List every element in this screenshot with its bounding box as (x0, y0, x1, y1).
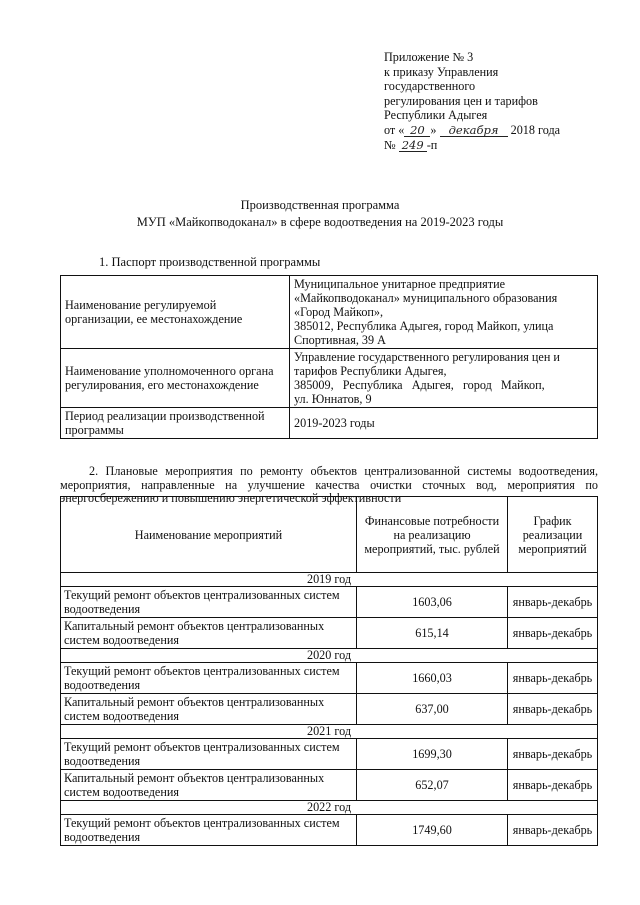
header-name: Наименование мероприятий (61, 497, 357, 573)
paragraph-2-text: 2. Плановые мероприятия по ремонту объектов централизованной системы водоотведения, мероприятия, направленные на улучшение качества очистки сточных вод, мероприятия по энергосбережению и повышению энергетической эффективности (60, 464, 598, 505)
measure-amount: 652,07 (357, 770, 508, 801)
measure-schedule: январь-декабрь (508, 587, 598, 618)
appendix-date (384, 123, 624, 138)
appendix-line: регулирования цен и тарифов (384, 93, 538, 108)
measures-table (60, 496, 598, 846)
passport-value-line: 385012, Республика Адыгея, город Майкоп, улица (294, 319, 554, 333)
passport-value (290, 276, 598, 349)
passport-row (61, 276, 598, 349)
header-schedule: График реализации мероприятий (508, 497, 598, 573)
table-row (61, 618, 598, 649)
year-label: 2020 год (61, 649, 598, 663)
appendix-number (384, 138, 624, 153)
year-label: 2022 год (61, 801, 598, 815)
title-line: Производственная программа (240, 198, 400, 212)
table-row (61, 770, 598, 801)
number-suffix: -п (426, 137, 438, 152)
passport-value-line: тарифов Республики Адыгея, (294, 364, 447, 378)
appendix-line: Приложение № 3 (384, 50, 474, 64)
section-heading: 1. Паспорт производственной программы (99, 255, 321, 269)
date-mid: » (430, 122, 437, 137)
passport-table (60, 275, 598, 439)
measure-name: Текущий ремонт объектов централизованных систем водоотведения (61, 815, 357, 846)
measure-schedule: январь-декабрь (508, 770, 598, 801)
document-title (0, 197, 640, 231)
number-prefix: № (384, 137, 396, 152)
passport-value-line: 385009, Республика Адыгея, город Майкоп, (294, 378, 545, 392)
passport-row (61, 349, 598, 408)
passport-value-line: «Город Майкоп», (294, 305, 384, 319)
date-year: 2018 года (510, 122, 561, 137)
year-label: 2021 год (61, 725, 598, 739)
measure-schedule: январь-декабрь (508, 618, 598, 649)
title-line: МУП «Майкопводоканал» в сфере водоотведения на 2019-2023 годы (136, 215, 504, 229)
passport-value-line: Муниципальное унитарное предприятие (294, 277, 506, 291)
passport-value-line: Управление государственного регулирования цен и (294, 350, 560, 364)
passport-row (61, 408, 598, 439)
year-row (61, 649, 598, 663)
date-prefix: от « (384, 122, 405, 137)
passport-value-line: «Майкопводоканал» муниципального образования (294, 291, 558, 305)
table-row (61, 815, 598, 846)
passport-label: Наименование регулируемой организации, ее местонахождение (61, 276, 290, 349)
measure-schedule: январь-декабрь (508, 663, 598, 694)
measure-schedule: январь-декабрь (508, 739, 598, 770)
table-row (61, 694, 598, 725)
year-label: 2019 год (61, 573, 598, 587)
passport-value-line: 2019-2023 годы (294, 416, 375, 430)
measure-name: Текущий ремонт объектов централизованных систем водоотведения (61, 739, 357, 770)
passport-value (290, 408, 598, 439)
year-row (61, 801, 598, 815)
measure-name: Капитальный ремонт объектов централизованных систем водоотведения (61, 618, 357, 649)
table-row (61, 587, 598, 618)
measure-amount: 1603,06 (357, 587, 508, 618)
appendix-line: Республики Адыгея (384, 108, 488, 123)
measure-schedule: январь-декабрь (508, 815, 598, 846)
date-month: декабря (440, 125, 508, 137)
measure-name: Капитальный ремонт объектов централизованных систем водоотведения (61, 770, 357, 801)
measure-name: Текущий ремонт объектов централизованных систем водоотведения (61, 663, 357, 694)
measure-amount: 1699,30 (357, 739, 508, 770)
passport-value (290, 349, 598, 408)
table-row (61, 739, 598, 770)
measure-amount: 1660,03 (357, 663, 508, 694)
table-row (61, 663, 598, 694)
measure-amount: 637,00 (357, 694, 508, 725)
measure-schedule: январь-декабрь (508, 694, 598, 725)
appendix-line: государственного (384, 79, 476, 94)
passport-label: Период реализации производственной программы (61, 408, 290, 439)
measure-name: Капитальный ремонт объектов централизованных систем водоотведения (61, 694, 357, 725)
year-row (61, 725, 598, 739)
measure-amount: 1749,60 (357, 815, 508, 846)
year-row (61, 573, 598, 587)
measure-amount: 615,14 (357, 618, 508, 649)
date-day: 20 (404, 125, 430, 137)
appendix-block (384, 50, 624, 152)
passport-label: Наименование уполномоченного органа регулирования, его местонахождение (61, 349, 290, 408)
measure-name: Текущий ремонт объектов централизованных систем водоотведения (61, 587, 357, 618)
header-finance: Финансовые потребности на реализацию мероприятий, тыс. рублей (357, 497, 508, 573)
number-value: 249 (399, 140, 427, 152)
appendix-line: к приказу Управления (384, 64, 499, 79)
passport-value-line: Спортивная, 39 А (294, 333, 386, 347)
passport-value-line: ул. Юннатов, 9 (294, 392, 372, 406)
